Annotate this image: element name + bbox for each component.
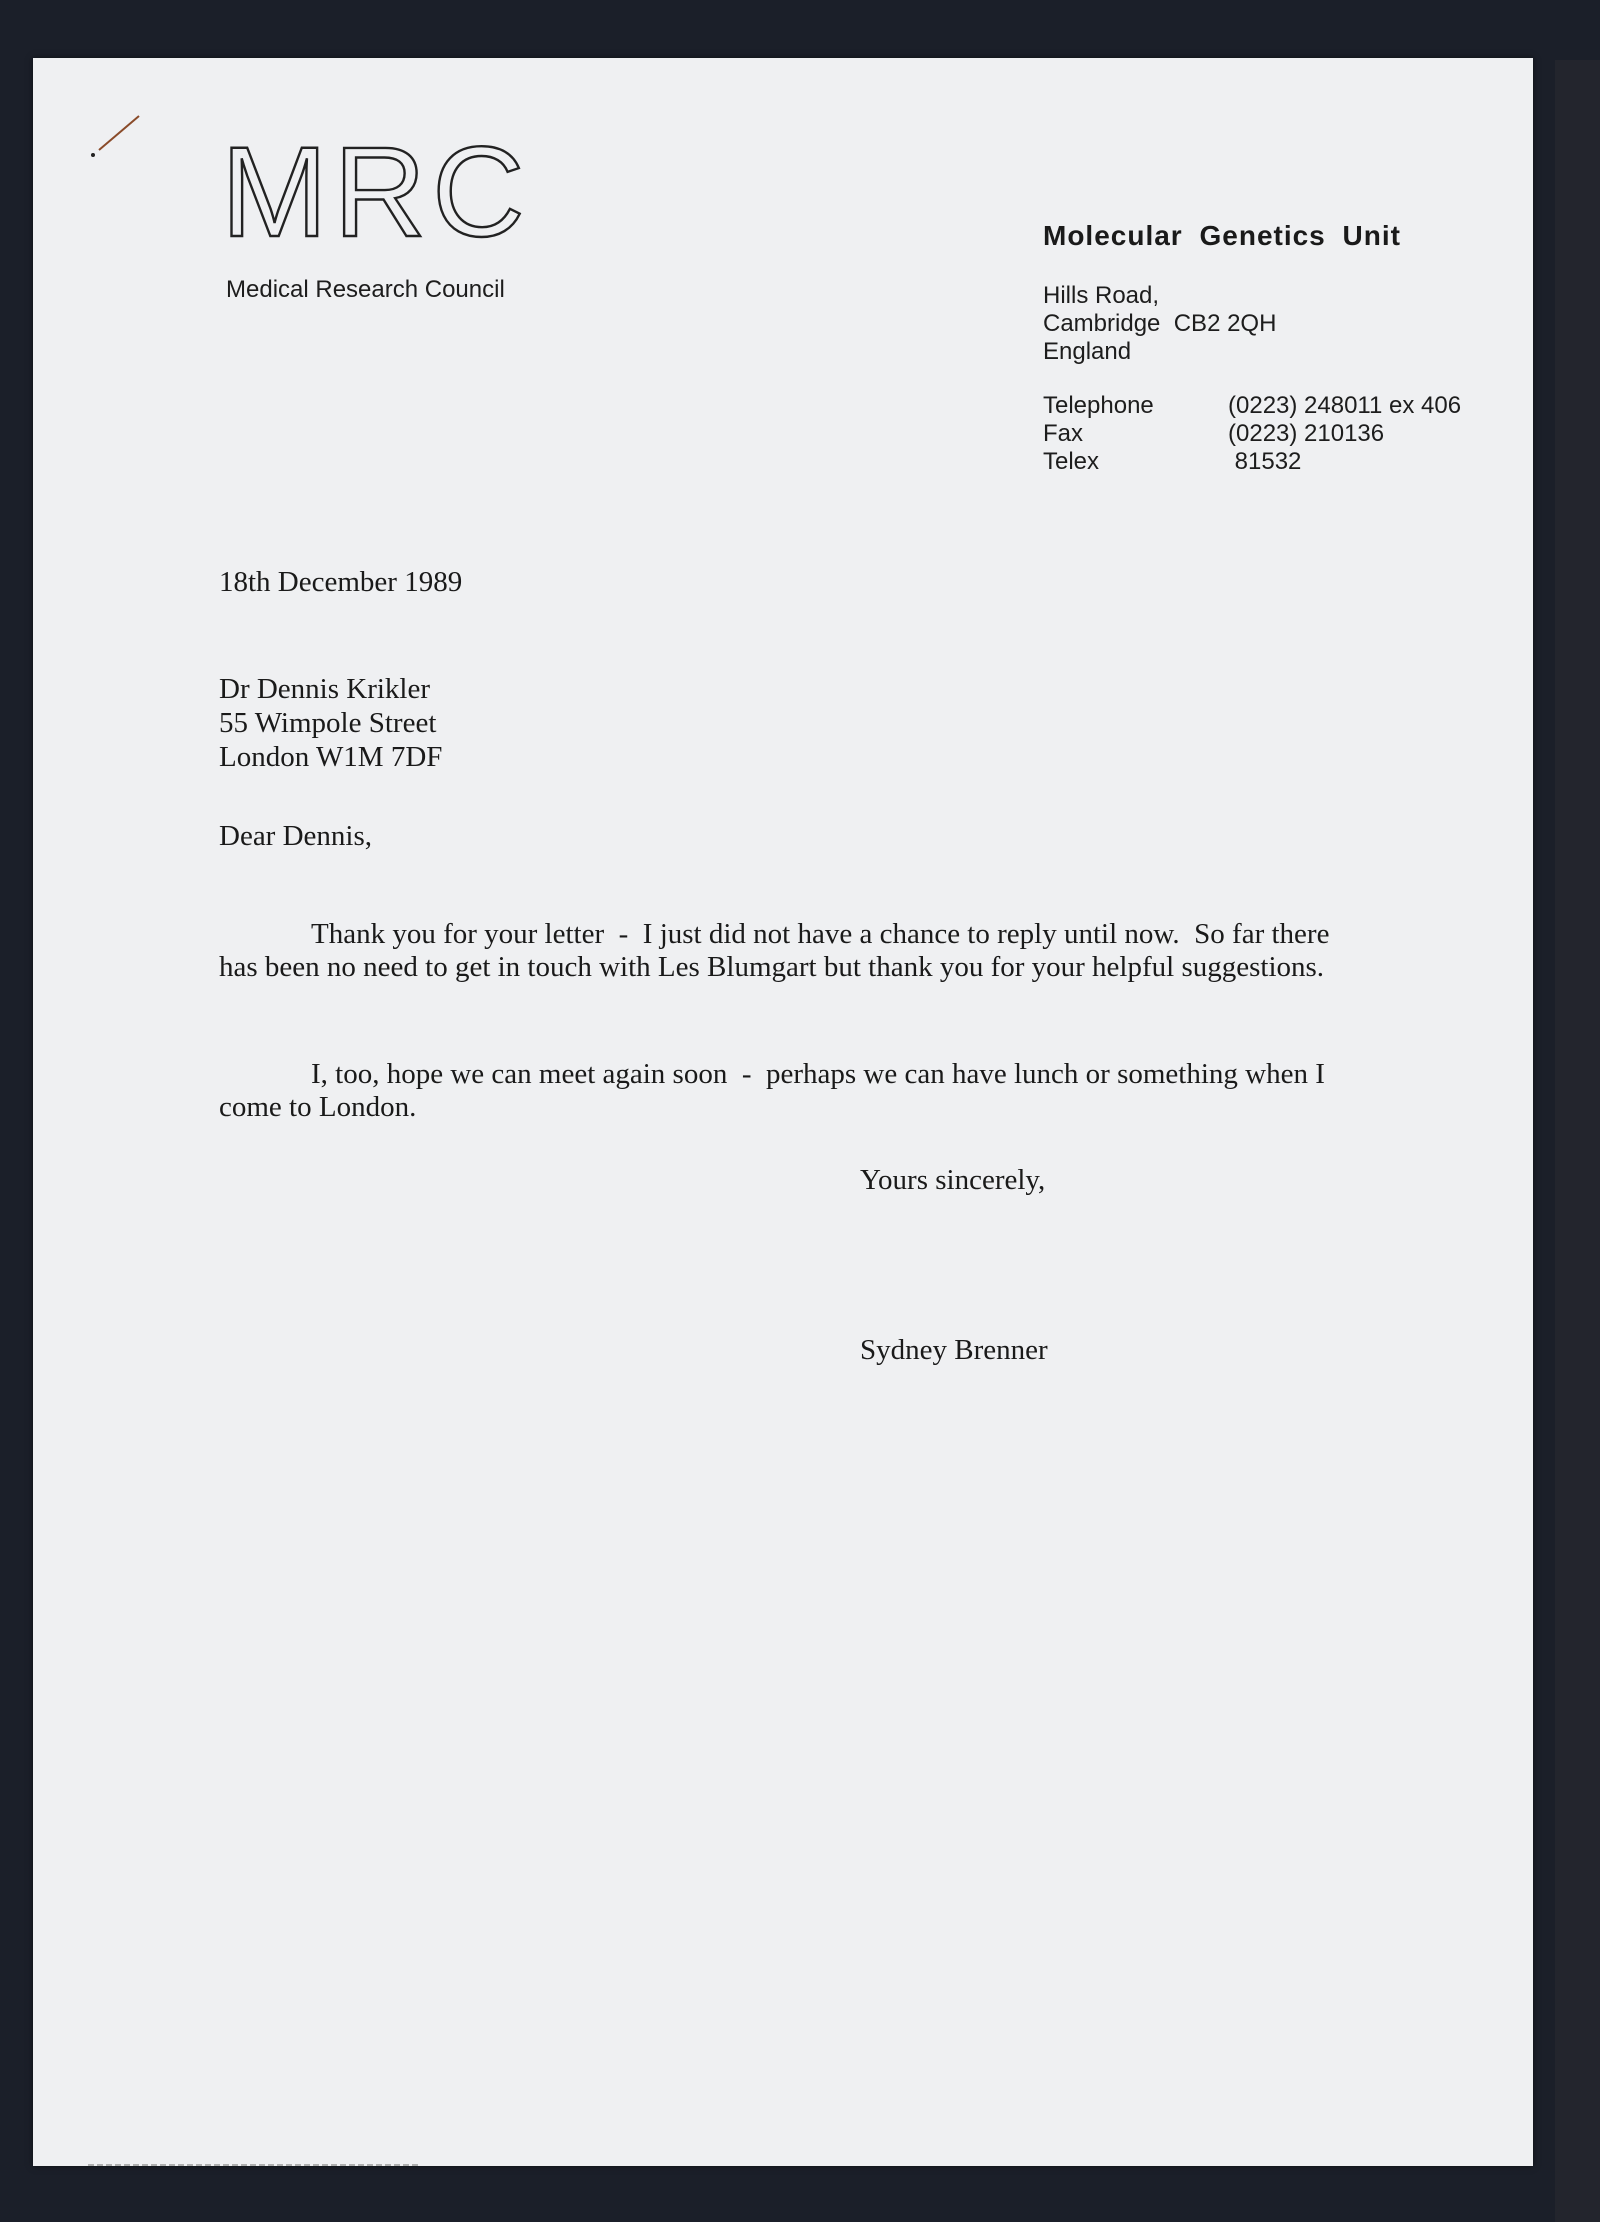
closing: Yours sincerely,: [860, 1164, 1046, 1196]
contact-value: (0223) 248011 ex 406: [1228, 392, 1462, 419]
signatory-name: Sydney Brenner: [860, 1334, 1048, 1366]
recipient-line: 55 Wimpole Street: [219, 707, 437, 739]
salutation: Dear Dennis,: [219, 820, 373, 852]
pen-mark: [81, 100, 151, 170]
contact-details: [1043, 392, 1461, 476]
letter-sheet: [33, 58, 1533, 2166]
contact-label: Fax: [1043, 420, 1084, 447]
background-edge: [1555, 60, 1600, 2222]
mrc-logo-outline: [221, 130, 581, 248]
unit-title: Molecular Genetics Unit: [1043, 220, 1401, 251]
mrc-logo: [221, 130, 581, 248]
address-line: Hills Road,: [1043, 282, 1160, 309]
contact-row-telephone: [1043, 392, 1461, 420]
unit-address: [1043, 282, 1276, 366]
org-name: Medical Research Council: [226, 276, 505, 303]
bottom-edge-scuff: [88, 2162, 428, 2168]
body-paragraph: Thank you for your letter - I just did not have a chance to reply until now. So far there has been no need to get in touch with Les Blumgart but thank you for your helpful suggestions.: [219, 918, 1337, 983]
recipient-line: Dr Dennis Krikler: [219, 673, 431, 705]
contact-value: 81532: [1228, 448, 1302, 475]
body-paragraph: I, too, hope we can meet again soon - perhaps we can have lunch or something when I come to London.: [219, 1058, 1333, 1123]
recipient-address: [219, 672, 442, 774]
svg-text:MRC: MRC: [221, 130, 531, 248]
contact-label: Telex: [1043, 448, 1100, 475]
contact-row-fax: [1043, 420, 1461, 448]
recipient-line: London W1M 7DF: [219, 741, 443, 773]
contact-row-telex: [1043, 448, 1461, 476]
contact-value: (0223) 210136: [1228, 420, 1385, 447]
letter-date: 18th December 1989: [219, 566, 463, 598]
address-line: Cambridge CB2 2QH: [1043, 310, 1277, 337]
address-line: England: [1043, 338, 1132, 365]
contact-label: Telephone: [1043, 392, 1154, 419]
